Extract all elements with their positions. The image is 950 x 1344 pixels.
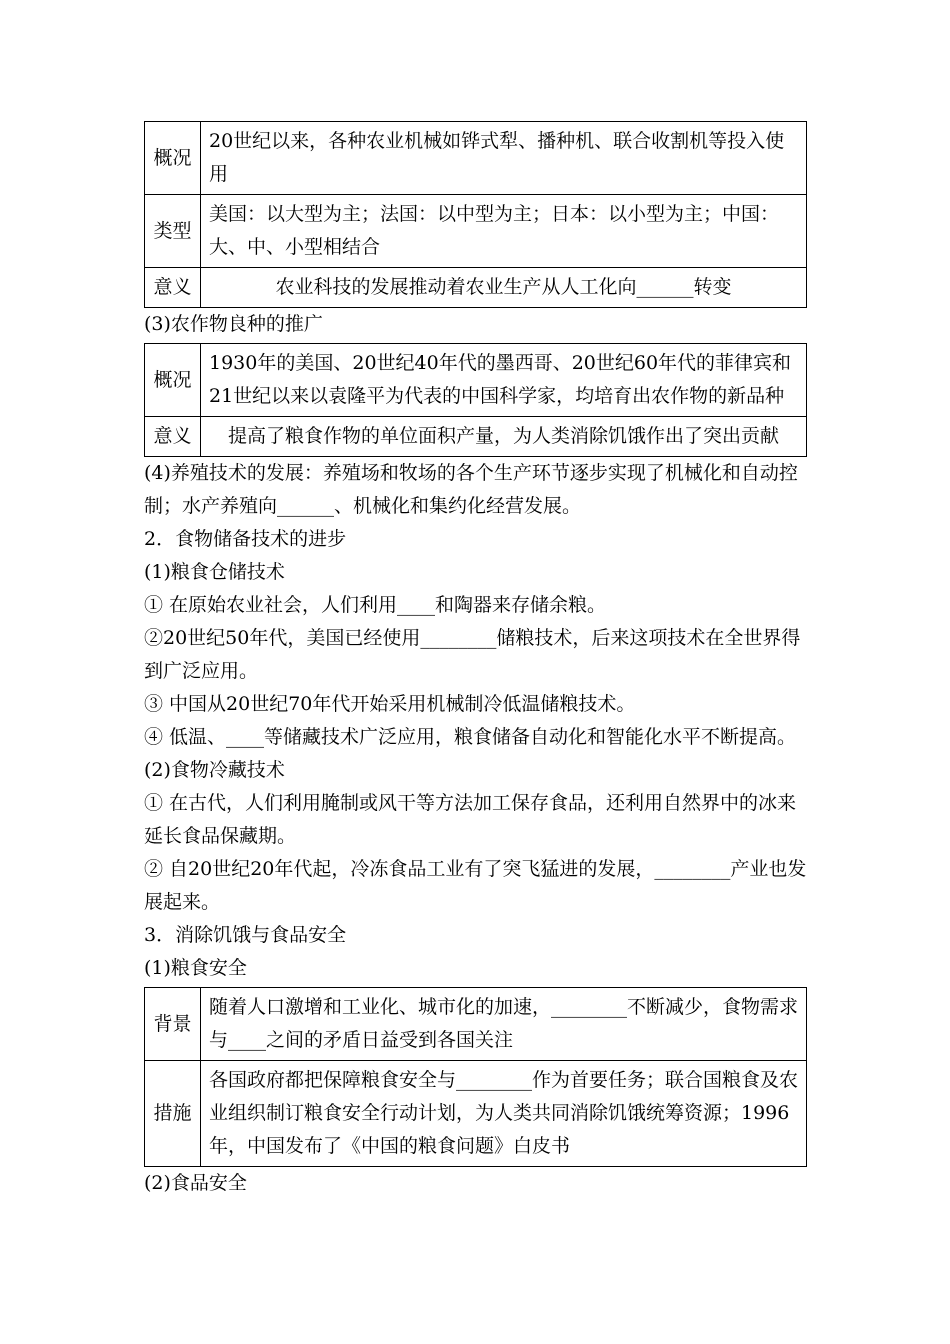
table-row [145,344,807,417]
paragraph: (4)养殖技术的发展：养殖场和牧场的各个生产环节逐步实现了机械化和自动控制；水产养殖向______、机械化和集约化经营发展。 [144,462,798,517]
section-heading: (2)食物冷藏技术 [144,759,285,781]
document-page [144,121,807,1200]
row-value: 20世纪以来，各种农业机械如铧式犁、播种机、联合收割机等投入使用 [201,122,807,195]
section-heading: (1)粮食仓储技术 [144,561,285,583]
agri-machinery-table [144,121,807,308]
row-key: 类型 [145,195,201,268]
section-heading: (2)食品安全 [144,1172,247,1194]
row-value: 各国政府都把保障粮食安全与________作为首要任务；联合国粮食及农业组织制订粮食安全行动计划，为人类共同消除饥饿统筹资源；1996年，中国发布了《中国的粮食问题》白皮书 [201,1061,807,1167]
section-heading: (1)粮食安全 [144,957,247,979]
list-item: ② 自20世纪20年代起，冷冻食品工业有了突飞猛进的发展，________产业也发展起来。 [144,858,807,913]
section-heading: 3．消除饥饿与食品安全 [144,924,347,946]
list-item: ④ 低温、____等储藏技术广泛应用，粮食储备自动化和智能化水平不断提高。 [144,726,797,748]
list-item: ③ 中国从20世纪70年代开始采用机械制冷低温储粮技术。 [144,693,636,715]
row-key: 意义 [145,417,201,457]
row-value: 1930年的美国、20世纪40年代的墨西哥、20世纪60年代的菲律宾和21世纪以来以袁隆平为代表的中国科学家，均培育出农作物的新品种 [201,344,807,417]
table-row [145,122,807,195]
row-key: 措施 [145,1061,201,1167]
row-value: 美国：以大型为主；法国：以中型为主；日本：以小型为主；中国：大、中、小型相结合 [201,195,807,268]
row-key: 背景 [145,988,201,1061]
row-value: 提高了粮食作物的单位面积产量，为人类消除饥饿作出了突出贡献 [201,417,807,457]
list-item: ②20世纪50年代，美国已经使用________储粮技术，后来这项技术在全世界得到广泛应用。 [144,627,801,682]
crop-seed-table [144,343,807,457]
row-key: 概况 [145,344,201,417]
table-row [145,195,807,268]
food-security-table [144,987,807,1167]
list-item: ① 在原始农业社会，人们利用____和陶器来存储余粮。 [144,594,607,616]
section-heading: (3)农作物良种的推广 [144,313,323,335]
row-key: 概况 [145,122,201,195]
table-row [145,1061,807,1167]
section-heading: 2．食物储备技术的进步 [144,528,347,550]
row-value: 随着人口激增和工业化、城市化的加速，________不断减少，食物需求与____之间的矛盾日益受到各国关注 [201,988,807,1061]
table-row [145,417,807,457]
table-row [145,988,807,1061]
table-row [145,268,807,308]
list-item: ① 在古代，人们利用腌制或风干等方法加工保存食品，还利用自然界中的冰来延长食品保藏期。 [144,792,797,847]
row-key: 意义 [145,268,201,308]
row-value: 农业科技的发展推动着农业生产从人工化向______转变 [201,268,807,308]
